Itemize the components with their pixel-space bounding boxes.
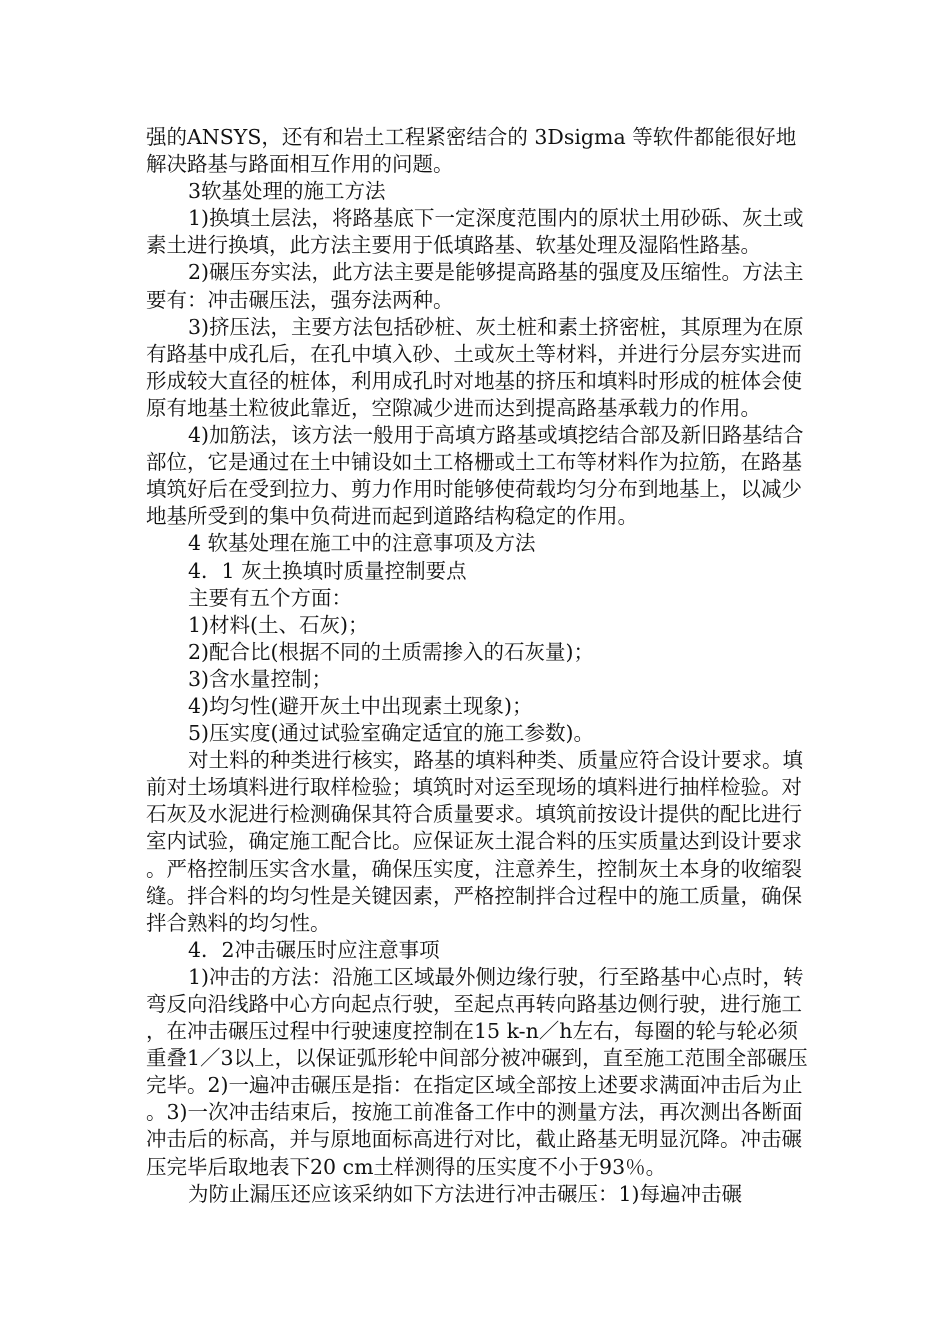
list-item: 1)材料(土、石灰)； (188, 612, 369, 637)
paragraph: 强的ANSYS，还有和岩土工程紧密结合的 3Dsigma 等软件都能很好地解决路基与路面相互作用的问题。 (146, 125, 797, 177)
paragraph: 1)换填土层法，将路基底下一定深度范围内的原状土用砂砾、灰土或素土进行换填，此方法主要用于低填路基、软基处理及湿陷性路基。 (146, 206, 804, 258)
subsection-heading: 4．2冲击碾压时应注意事项 (188, 937, 440, 962)
subsection-heading: 4．1 灰土换填时质量控制要点 (188, 558, 467, 583)
list-item: 5)压实度(通过试验室确定适宜的施工参数)。 (188, 721, 595, 746)
section-heading: 3软基处理的施工方法 (188, 179, 386, 204)
paragraph: 3)挤压法，主要方法包括砂桩、灰土桩和素土挤密桩，其原理为在原有路基中成孔后，在孔中填入砂、土或灰土等材料，并进行分层夯实进而形成较大直径的桩体，利用成孔时对地基的挤压和填料时形成的桩体会使原有地基土粒彼此靠近，空隙减少进而达到提高路基承载力的作用。 (146, 314, 804, 420)
paragraph: 4)加筋法，该方法一般用于高填方路基或填挖结合部及新旧路基结合部位，它是通过在土中铺设如土工格栅或土工布等材料作为拉筋，在路基填筑好后在受到拉力、剪力作用时能够使荷载均匀分布到地基上，以减少地基所受到的集中负荷进而起到道路结构稳定的作用。 (146, 423, 804, 529)
paragraph: 1)冲击的方法：沿施工区域最外侧边缘行驶，行至路基中心点时，转弯反向沿线路中心方向起点行驶，至起点再转向路基边侧行驶，进行施工，在冲击碾压过程中行驶速度控制在15 k-n／h左右，每圈的轮与轮必须重叠1／3以上，以保证弧形轮中间部分被冲碾到，直至施工范围全部碾压完毕。2)一遍冲击碾压是指：在指定区域全部按上述要求满面冲击后为止。3)一次冲击结束后，按施工前准备工作中的测量方法，再次测出各断面冲击后的标高，并与原地面标高进行对比，截止路基无明显沉降。冲击碾压完毕后取地表下20 cm土样测得的压实度不小于93％。 (146, 964, 808, 1179)
list-item: 4)均匀性(避开灰土中出现素土现象)； (188, 693, 533, 718)
list-item: 3)含水量控制； (188, 666, 333, 691)
paragraph: 对土料的种类进行核实，路基的填料种类、质量应符合设计要求。填前对土场填料进行取样检验；填筑时对运至现场的填料进行抽样检验。对石灰及水泥进行检测确保其符合质量要求。填筑前按设计提供的配比进行室内试验，确定施工配合比。应保证灰土混合料的压实质量达到设计要求。严格控制压实含水量，确保压实度，注意养生，控制灰土本身的收缩裂缝。拌合料的均匀性是关键因素，严格控制拌合过程中的施工质量，确保拌合熟料的均匀性。 (146, 748, 803, 935)
paragraph: 主要有五个方面： (188, 585, 352, 610)
list-item: 2)配合比(根据不同的土质需掺入的石灰量)； (188, 639, 595, 664)
paragraph: 2)碾压夯实法，此方法主要是能够提高路基的强度及压缩性。方法主要有：冲击碾压法，强夯法两种。 (146, 260, 804, 312)
paragraph: 为防止漏压还应该采纳如下方法进行冲击碾压：1)每遍冲击碾 (188, 1181, 743, 1206)
document-body (146, 124, 814, 1208)
section-heading: 4 软基处理在施工中的注意事项及方法 (188, 531, 536, 556)
